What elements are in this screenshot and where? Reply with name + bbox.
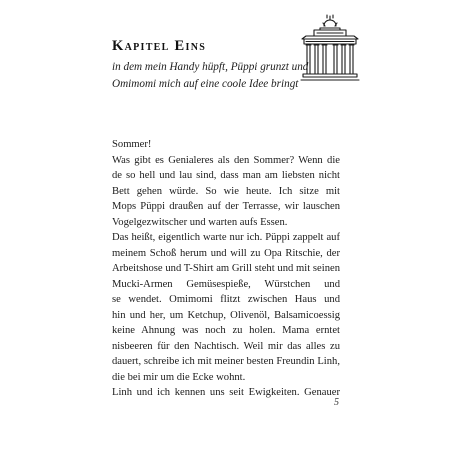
subtitle-line: in dem mein Handy hüpft, Püppi grunzt und: [112, 61, 309, 73]
chapter-title: Kapitel Eins: [112, 38, 207, 54]
brandenburg-gate-icon: [300, 14, 360, 82]
body-line: de so hell und lau sind, dass man am liebsten nicht: [112, 170, 340, 181]
body-line: Das heißt, eigentlich warte nur ich. Püppi zappelt auf: [112, 232, 340, 243]
body-line: Mops Püppi draußen auf der Terrasse, wir lauschen: [112, 201, 340, 212]
body-line: die bei mir um die Ecke wohnt.: [112, 371, 246, 383]
subtitle-line: Omimomi mich auf eine coole Idee bringt: [112, 78, 299, 90]
page-number: 5: [334, 397, 339, 408]
body-line: keine Ahnung was noch zu holen. Mama erntet: [112, 325, 340, 336]
body-line: Bett gehen würde. So wie heute. Ich sitze mit: [112, 185, 340, 197]
body-line: Sommer!: [112, 139, 152, 150]
body-line: Was gibt es Genialeres als den Sommer? Wenn die: [112, 154, 340, 166]
body-line: Arbeitshose und T-Shirt am Grill steht und mit seinen: [112, 263, 340, 274]
body-line: Vogelgezwitscher und warten aufs Essen.: [112, 216, 288, 228]
body-text: [112, 137, 340, 401]
chapter-subtitle: [112, 59, 308, 93]
body-line: hin und her, um Ketchup, Olivenöl, Balsamicoessig: [112, 309, 340, 321]
body-line: meinem Schoß herum und will zu Opa Ritschie, der: [112, 247, 340, 259]
body-line: nisbeeren für den Nachtisch. Weil mir das alles zu: [112, 340, 340, 352]
body-line: Linh und ich kennen uns seit Ewigkeiten. Genauer: [112, 387, 340, 398]
body-line: dauert, schreibe ich mit meiner besten Freundin Linh,: [112, 356, 340, 367]
body-line: se wendet. Omimomi flitzt zwischen Haus und: [112, 294, 340, 305]
body-line: Mucki-Armen Gemüsespieße, Würstchen und: [112, 278, 340, 290]
